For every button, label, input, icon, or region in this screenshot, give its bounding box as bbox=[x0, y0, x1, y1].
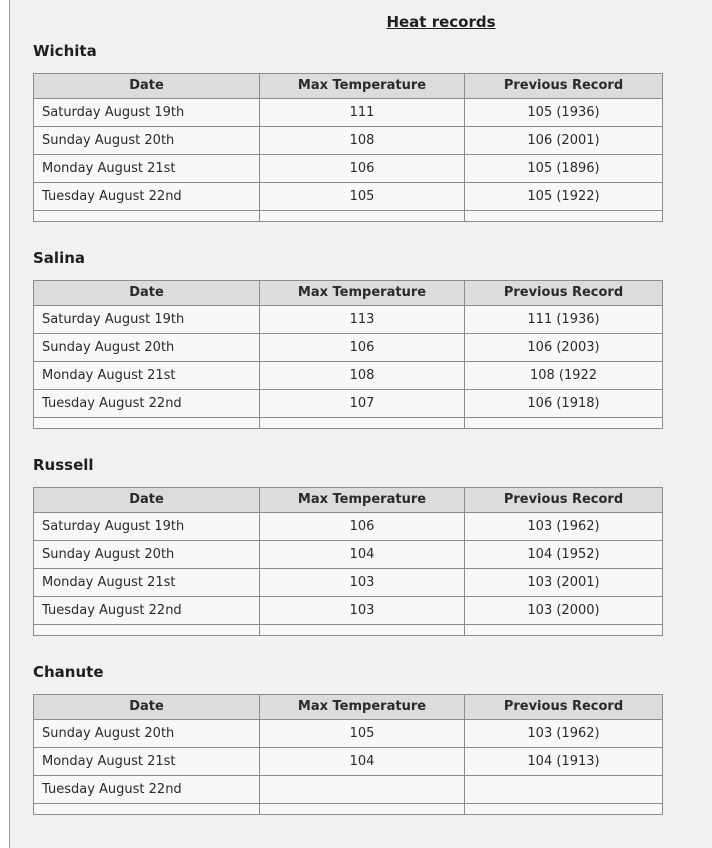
max-temp-cell: 107 bbox=[260, 390, 465, 418]
empty-row bbox=[34, 211, 663, 222]
column-header: Date bbox=[34, 488, 260, 513]
max-temp-cell: 105 bbox=[260, 183, 465, 211]
table-row bbox=[34, 99, 663, 127]
empty-row bbox=[34, 418, 663, 429]
city-heading: Chanute bbox=[33, 663, 104, 681]
previous-record-cell: 111 (1936) bbox=[465, 306, 663, 334]
date-cell: Sunday August 20th bbox=[34, 541, 260, 569]
column-header: Date bbox=[34, 695, 260, 720]
date-cell: Saturday August 19th bbox=[34, 513, 260, 541]
max-temp-cell: 106 bbox=[260, 155, 465, 183]
heat-records-table bbox=[33, 487, 663, 636]
previous-record-cell: 106 (2001) bbox=[465, 127, 663, 155]
max-temp-cell bbox=[260, 776, 465, 804]
table-row bbox=[34, 334, 663, 362]
date-cell: Sunday August 20th bbox=[34, 720, 260, 748]
heat-records-page bbox=[9, 0, 712, 848]
date-cell bbox=[34, 211, 260, 222]
table-row bbox=[34, 513, 663, 541]
max-temp-cell: 103 bbox=[260, 597, 465, 625]
previous-record-cell: 106 (1918) bbox=[465, 390, 663, 418]
city-heading: Wichita bbox=[33, 42, 97, 60]
max-temp-cell: 108 bbox=[260, 362, 465, 390]
header-row bbox=[34, 281, 663, 306]
table-row bbox=[34, 748, 663, 776]
column-header: Previous Record bbox=[465, 281, 663, 306]
table-row bbox=[34, 776, 663, 804]
date-cell: Sunday August 20th bbox=[34, 334, 260, 362]
previous-record-cell bbox=[465, 211, 663, 222]
empty-row bbox=[34, 625, 663, 636]
max-temp-cell bbox=[260, 418, 465, 429]
previous-record-cell bbox=[465, 776, 663, 804]
previous-record-cell: 105 (1936) bbox=[465, 99, 663, 127]
table-row bbox=[34, 597, 663, 625]
previous-record-cell: 104 (1913) bbox=[465, 748, 663, 776]
max-temp-cell: 103 bbox=[260, 569, 465, 597]
header-row bbox=[34, 488, 663, 513]
max-temp-cell: 111 bbox=[260, 99, 465, 127]
date-cell: Monday August 21st bbox=[34, 748, 260, 776]
table-row bbox=[34, 569, 663, 597]
previous-record-cell bbox=[465, 625, 663, 636]
column-header: Date bbox=[34, 281, 260, 306]
date-cell: Tuesday August 22nd bbox=[34, 776, 260, 804]
date-cell bbox=[34, 418, 260, 429]
column-header: Max Temperature bbox=[260, 281, 465, 306]
date-cell: Saturday August 19th bbox=[34, 99, 260, 127]
city-heading: Russell bbox=[33, 456, 94, 474]
date-cell: Tuesday August 22nd bbox=[34, 183, 260, 211]
city-section bbox=[33, 456, 712, 636]
date-cell: Monday August 21st bbox=[34, 362, 260, 390]
previous-record-cell: 104 (1952) bbox=[465, 541, 663, 569]
tables-container bbox=[10, 42, 712, 815]
window-left-edge bbox=[0, 0, 9, 848]
heat-records-table bbox=[33, 73, 663, 222]
previous-record-cell bbox=[465, 804, 663, 815]
table-row bbox=[34, 127, 663, 155]
previous-record-cell: 108 (1922 bbox=[465, 362, 663, 390]
table-row bbox=[34, 306, 663, 334]
max-temp-cell: 104 bbox=[260, 748, 465, 776]
table-row bbox=[34, 155, 663, 183]
previous-record-cell: 105 (1896) bbox=[465, 155, 663, 183]
header-row bbox=[34, 695, 663, 720]
previous-record-cell: 103 (2000) bbox=[465, 597, 663, 625]
date-cell: Tuesday August 22nd bbox=[34, 597, 260, 625]
previous-record-cell: 103 (1962) bbox=[465, 720, 663, 748]
heat-records-table bbox=[33, 280, 663, 429]
column-header: Previous Record bbox=[465, 74, 663, 99]
previous-record-cell: 106 (2003) bbox=[465, 334, 663, 362]
column-header: Max Temperature bbox=[260, 488, 465, 513]
max-temp-cell: 105 bbox=[260, 720, 465, 748]
date-cell: Monday August 21st bbox=[34, 569, 260, 597]
max-temp-cell: 108 bbox=[260, 127, 465, 155]
table-row bbox=[34, 720, 663, 748]
table-row bbox=[34, 390, 663, 418]
date-cell: Sunday August 20th bbox=[34, 127, 260, 155]
column-header: Max Temperature bbox=[260, 695, 465, 720]
table-row bbox=[34, 362, 663, 390]
max-temp-cell: 113 bbox=[260, 306, 465, 334]
city-section bbox=[33, 42, 712, 222]
date-cell bbox=[34, 804, 260, 815]
max-temp-cell bbox=[260, 804, 465, 815]
max-temp-cell bbox=[260, 211, 465, 222]
date-cell: Monday August 21st bbox=[34, 155, 260, 183]
previous-record-cell: 103 (1962) bbox=[465, 513, 663, 541]
previous-record-cell: 105 (1922) bbox=[465, 183, 663, 211]
column-header: Previous Record bbox=[465, 695, 663, 720]
header-row bbox=[34, 74, 663, 99]
max-temp-cell: 104 bbox=[260, 541, 465, 569]
empty-row bbox=[34, 804, 663, 815]
date-cell bbox=[34, 625, 260, 636]
column-header: Previous Record bbox=[465, 488, 663, 513]
max-temp-cell: 106 bbox=[260, 513, 465, 541]
city-section bbox=[33, 249, 712, 429]
heat-records-table bbox=[33, 694, 663, 815]
column-header: Max Temperature bbox=[260, 74, 465, 99]
city-heading: Salina bbox=[33, 249, 86, 267]
column-header: Date bbox=[34, 74, 260, 99]
max-temp-cell bbox=[260, 625, 465, 636]
table-row bbox=[34, 183, 663, 211]
max-temp-cell: 106 bbox=[260, 334, 465, 362]
city-section bbox=[33, 663, 712, 815]
page-title: Heat records bbox=[386, 13, 496, 31]
date-cell: Tuesday August 22nd bbox=[34, 390, 260, 418]
previous-record-cell bbox=[465, 418, 663, 429]
date-cell: Saturday August 19th bbox=[34, 306, 260, 334]
table-row bbox=[34, 541, 663, 569]
previous-record-cell: 103 (2001) bbox=[465, 569, 663, 597]
